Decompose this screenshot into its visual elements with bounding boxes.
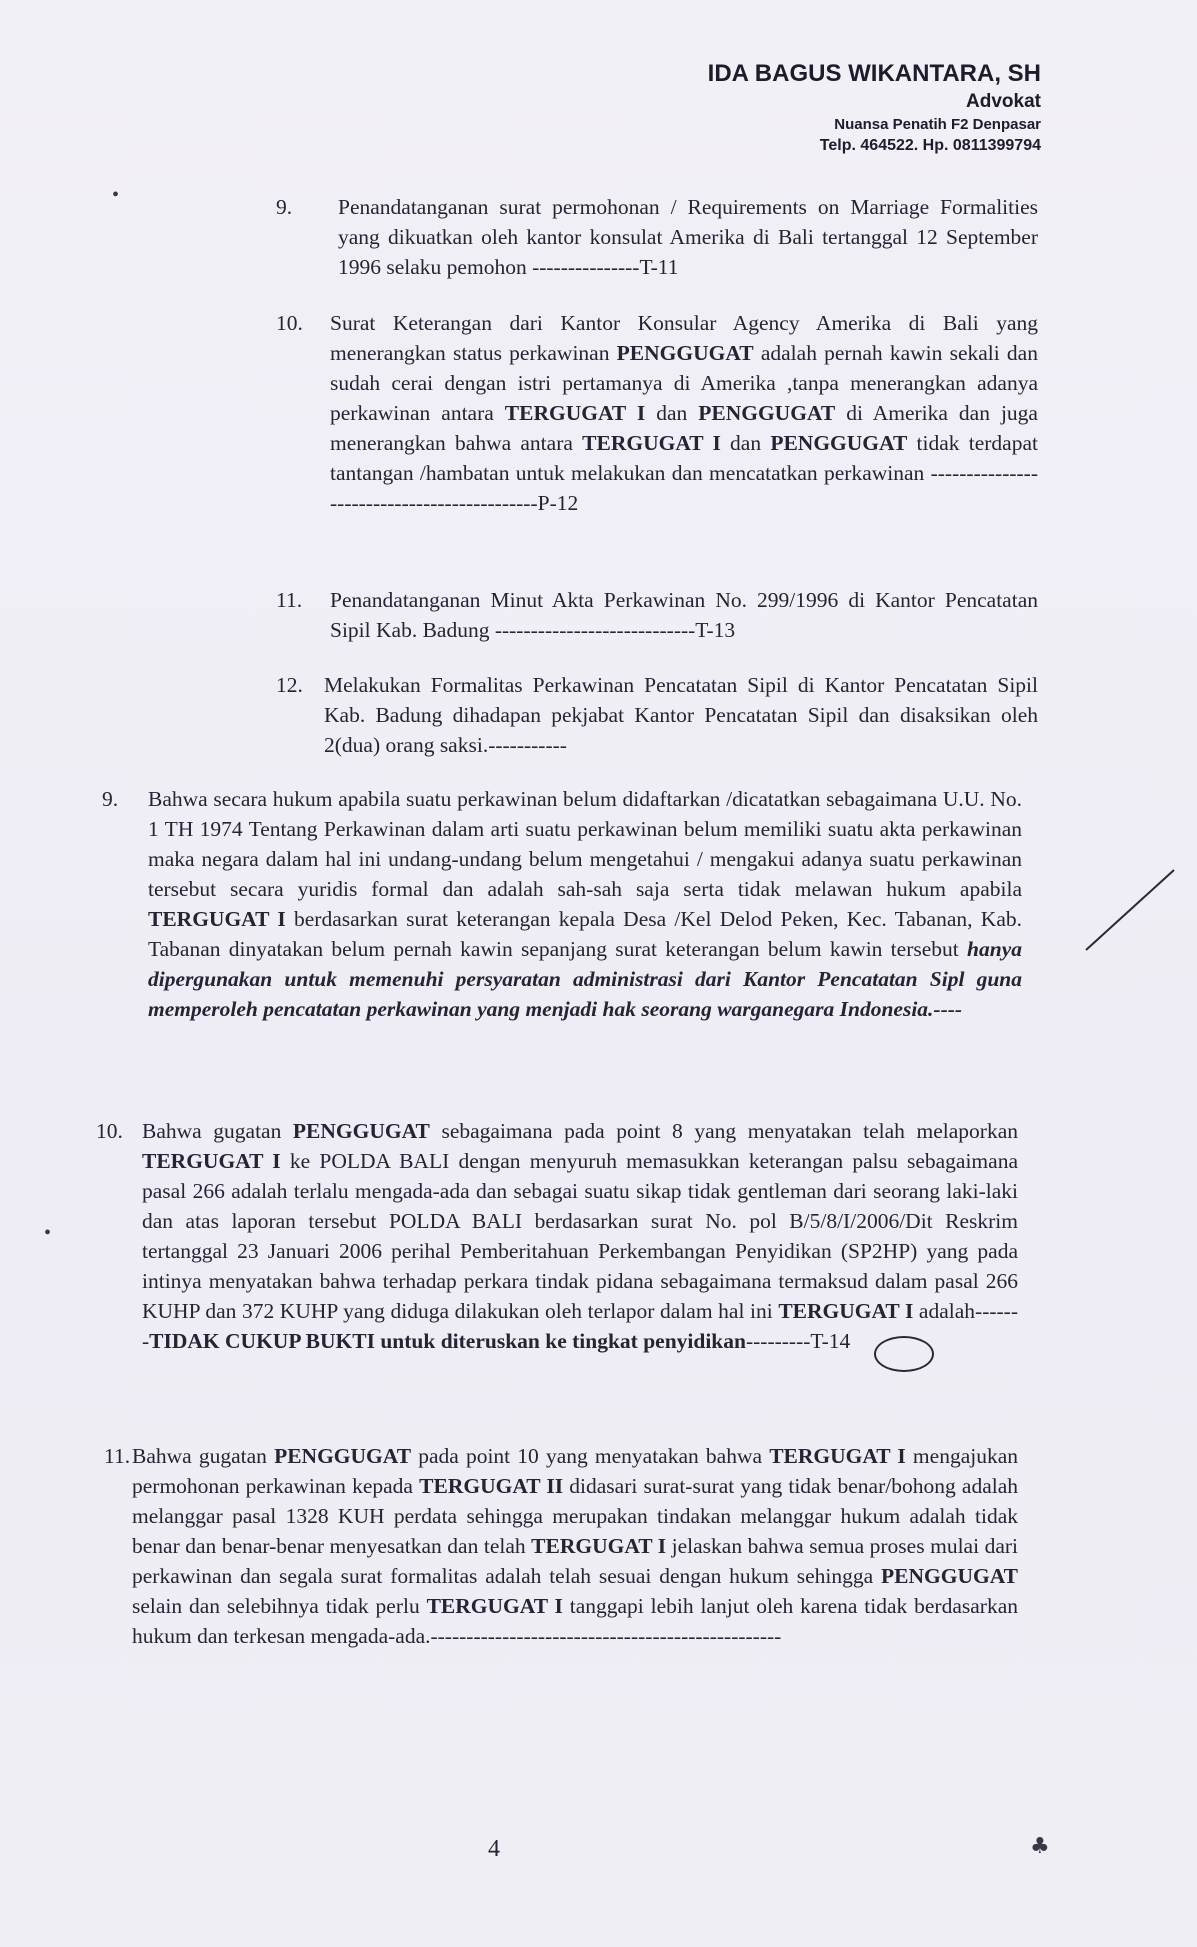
lawyer-address: Nuansa Penatih F2 Denpasar xyxy=(834,115,1041,133)
main-item-text: Bahwa gugatan PENGGUGAT sebagaimana pada point 8 yang menyatakan telah melaporkan TERGUGAT I ke POLDA BALI dengan menyuruh memasukkan keterangan palsu sebagaimana pasal 266 adalah terlalu mengada-ada dan sebagai suatu sikap tidak gentleman dari seorang laki-laki dan atas laporan tersebut POLDA BALI berdasarkan surat No. pol B/5/8/I/2006/Dit Reskrim tertanggal 23 Januari 2006 perihal Pemberitahuan Perkembangan Penyidikan (SP2HP) yang pada intinya menyatakan bahwa terhadap perkara tindak pidana sebagaimana termaksud dalam pasal 266 KUHP dan 372 KUHP yang diduga dilakukan oleh terlapor dalam hal ini TERGUGAT I adalah-------TIDAK CUKUP BUKTI untuk diteruskan ke tingkat penyidikan---------T-14 xyxy=(142,1119,1018,1353)
letterhead xyxy=(708,60,1041,155)
corner-stamp-icon: ♣ xyxy=(1030,1834,1050,1859)
stray-mark: • xyxy=(44,1222,52,1244)
handwritten-circle-mark xyxy=(874,1336,934,1372)
main-item-text: Bahwa secara hukum apabila suatu perkawinan belum didaftarkan /dicatatkan sebagaimana U.U. No. 1 TH 1974 Tentang Perkawinan dalam arti suatu perkawinan belum memiliki suatu akta perkawinan maka negara dalam hal ini undang-undang belum mengetahui / mengakui adanya suatu perkawinan tersebut secara yuridis formal dan adalah sah-sah saja serta tidak melawan hukum apabila TERGUGAT I berdasarkan surat keterangan kepala Desa /Kel Delod Peken, Kec. Tabanan, Kab. Tabanan dinyatakan belum pernah kawin sepanjang surat keterangan belum kawin tersebut hanya dipergunakan untuk memenuhi persyaratan administrasi dari Kantor Pencatatan Sipl guna memperoleh pencatatan perkawinan yang menjadi hak seorang warganegara Indonesia.---- xyxy=(148,787,1022,1021)
sub-item-text: Melakukan Formalitas Perkawinan Pencatatan Sipil di Kantor Pencatatan Sipil Kab. Badung dihadapan pekjabat Kantor Pencatatan Sipil dan disaksikan oleh 2(dua) orang saksi.----------- xyxy=(324,673,1038,757)
main-item-number: 9. xyxy=(102,787,119,811)
main-item-number: 10. xyxy=(96,1119,123,1143)
lawyer-name: IDA BAGUS WIKANTARA, SH xyxy=(707,60,1041,87)
sub-item-text: Penandatanganan surat permohonan / Requirements on Marriage Formalities yang dikuatkan oleh kantor konsulat Amerika di Bali tertanggal 12 September 1996 selaku pemohon ---------------T-11 xyxy=(338,195,1038,279)
handwritten-slash-mark xyxy=(1080,866,1180,956)
sub-item-text: Penandatanganan Minut Akta Perkawinan No. 299/1996 di Kantor Pencatatan Sipil Kab. Badung ----------------------------T-13 xyxy=(330,588,1038,642)
sub-item-number: 11. xyxy=(276,588,303,612)
stray-mark: • xyxy=(112,184,120,206)
page-number: 4 xyxy=(488,1836,500,1862)
lawyer-phone: Telp. 464522. Hp. 0811399794 xyxy=(819,136,1041,154)
main-item-text: Bahwa gugatan PENGGUGAT pada point 10 yang menyatakan bahwa TERGUGAT I mengajukan permohonan perkawinan kepada TERGUGAT II didasari surat-surat yang tidak benar/bohong adalah melanggar pasal 1328 KUH perdata sehingga merupakan tindakan melanggar hukum adalah tidak benar dan benar-benar menyesatkan dan telah TERGUGAT I jelaskan bahwa semua proses mulai dari perkawinan dan segala surat formalitas adalah telah sesuai dengan hukum sehingga PENGGUGAT selain dan selebihnya tidak perlu TERGUGAT I tanggapi lebih lanjut oleh karena tidak berdasarkan hukum dan terkesan mengada-ada.------------------------------------------------- xyxy=(132,1444,1019,1648)
main-item-number: 11. xyxy=(104,1444,131,1468)
sub-item-text: Surat Keterangan dari Kantor Konsular Agency Amerika di Bali yang menerangkan status perkawinan PENGGUGAT adalah pernah kawin sekali dan sudah cerai dengan istri pertamanya di Amerika ,tanpa menerangkan adanya perkawinan antara TERGUGAT I dan PENGGUGAT di Amerika dan juga menerangkan bahwa antara TERGUGAT I dan PENGGUGAT tidak terdapat tantangan /hambatan untuk melakukan dan mencatatkan perkawinan --------------------------------------------P-12 xyxy=(330,311,1038,515)
lawyer-role: Advokat xyxy=(966,90,1041,112)
sub-item-number: 12. xyxy=(276,673,303,697)
sub-item-number: 9. xyxy=(276,195,293,219)
sub-item-number: 10. xyxy=(276,311,303,335)
